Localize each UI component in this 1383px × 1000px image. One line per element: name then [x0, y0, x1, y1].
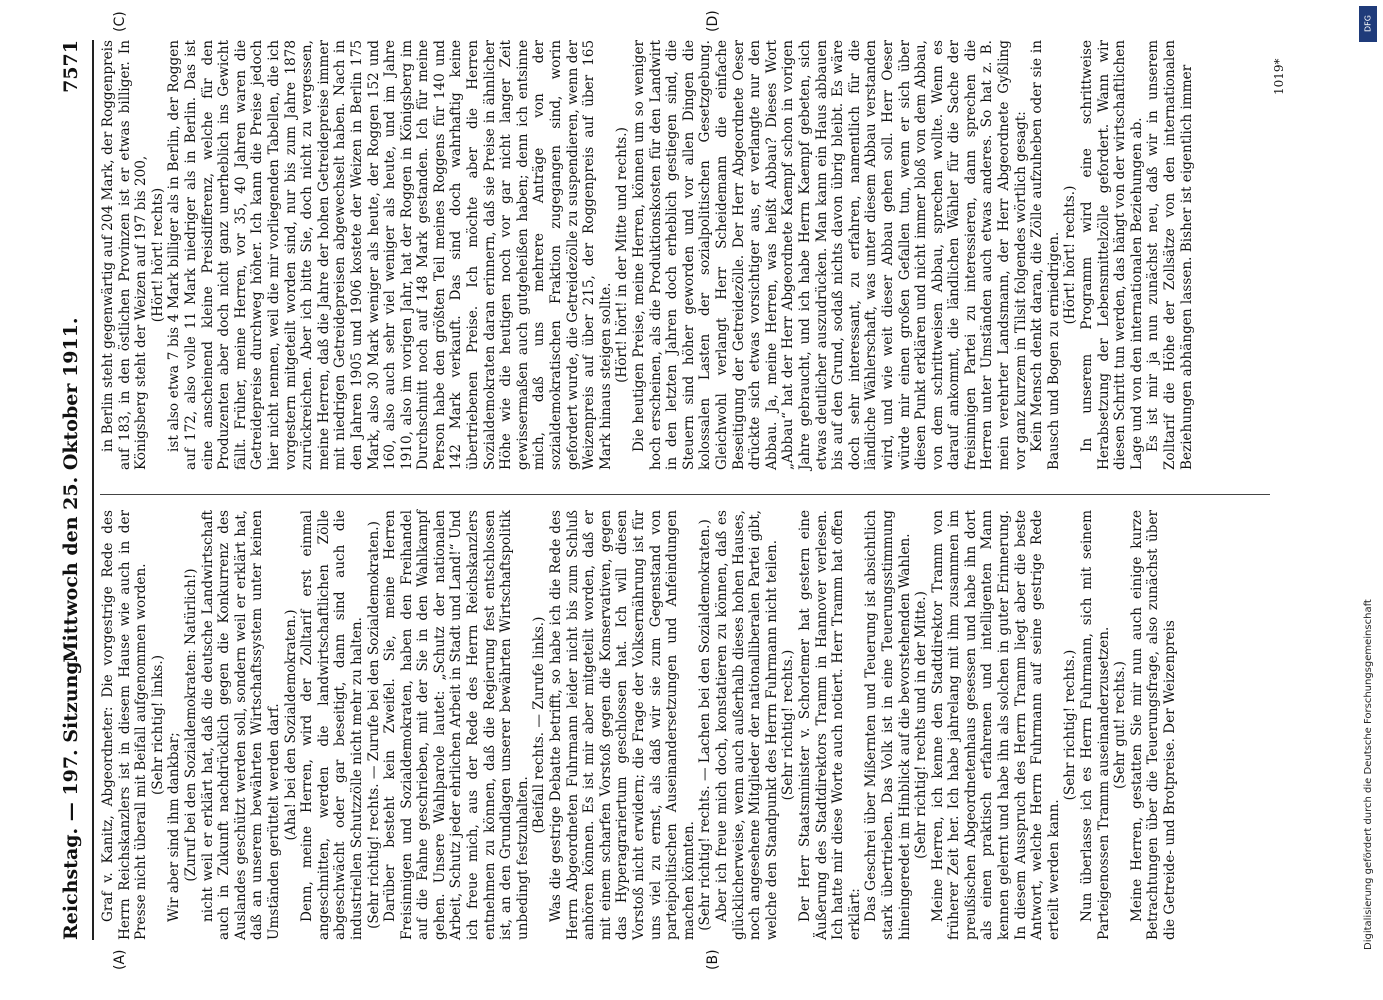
margin-marker-d: (D): [705, 10, 721, 32]
header-rule: [92, 40, 94, 940]
paragraph: (Zuruf bei den Sozialdemokraten: Natürlich!): [182, 568, 199, 882]
text-column-left: [100, 510, 1179, 940]
paragraph: Meine Herren, gestatten Sie mir nun auch einige kurze Betrachtungen über die Teuerungsfrage, also zunächst über die Getreide- und Brotpreise. Der Weizenpreis: [1128, 510, 1178, 940]
paragraph: Das Geschrei über Mißernten und Teuerung ist absichtlich stark übertrieben. Das Volk ist in eine Teuerungsstimmung hineingeredet im Hinblick auf die bevorstehenden Wahlen.: [863, 510, 913, 940]
paragraph: (Hört! hört! rechts.): [1062, 185, 1079, 325]
header-session: Reichstag. — 197. Sitzung.: [60, 654, 82, 940]
paragraph: Die heutigen Preise, meine Herren, können um so weniger hoch erscheinen, als die Produktionskosten für den Landwirt in den letzten Jahren doch erheblich gestiegen sind, die Steuern sind höher geworden und vor allen Dingen die kolossalen Lasten der sozialpolitischen Gesetzgebung. Gleichwohl verlangt Herr Scheidemann die einfache Beseitigung der Getreidezölle. Der Herr Abgeordnete Oeser drückte sich etwas vorsichtiger aus, er verlangte nur den Abbau. Ja, meine Herren, was heißt Abbau? Dieses Wort „Abbau“ hat der Herr Abgeordnete Kaempf schon in vorigen Jahre gebraucht, und ich habe Herrn Kaempf gebeten, sich etwas deutlicher auszudrücken. Man kann ein Haus abbauen bis auf den Grund, sodaß nichts davon übrig bleibt. Es wäre doch sehr interessant, zu erfahren, namentlich für die ländliche Wählerschaft, was unter diesem Abbau verstanden wird, und wie weit dieser Abbau gehen soll. Herr Oeser würde mir einen großen Gefallen tun, wenn er sich über diesen Punkt erklären und nicht immer bloß von dem Abbau, von dem schrittweisen Abbau, sprechen wollte. Wenn es darauf ankommt, die ländlichen Wähler für die Sache der freisinnigen Partei zu interessieren, dann sprechen die Herren unter Umständen auch etwas anderes. So hat z. B. mein verehrter Landsmann, der Herr Abgeordnete Gyßling vor ganz kurzem in Tilsit folgendes wörtlich gesagt:: [631, 40, 1029, 470]
paragraph: nicht weil er erklärt hat, daß die deutsche Landwirtschaft auch in Zukunft nachdrücklich gegen die Konkurrenz des Auslandes geschützt werden soll, sondern weil er erklärt hat, daß an unserem bewährten Wirtschaftssystem unter keinen Umständen gerüttelt werden darf.: [199, 510, 282, 940]
paragraph: Was die gestrige Debatte betrifft, so habe ich die Rede des Herrn Abgeordneten Fuhrmann leider nicht bis zum Schluß anhören können. Es ist mir aber mitgeteilt worden, daß er mit einem scharfen Vorstoß gegen die Konservativen, gegen das Hyperagrariertum geschlossen hat. Ich will diesen Vorstoß nicht erwidern; die Frage der Volksernährung ist für uns viel zu ernst, als daß wir sie zum Gegenstand von parteipolitischen Auseinandersetzungen und Anfeindungen machen könnten.: [548, 510, 697, 940]
paragraph: Meine Herren, ich kenne den Stadtdirektor Tramm von früherer Zeit her. Ich habe jahrelang mit ihm zusammen im preußischen Abgeordnetenhaus gesessen und habe ihn dort als einen praktisch erfahrenen und intelligenten Mann kennen gelernt und habe ihn als solchen in guter Erinnerung. In diesem Ausspruch des Herrn Tramm liegt aber die beste Antwort, welche Herrn Fuhrmann auf seine gestrige Rede erteilt werden kann.: [929, 510, 1062, 940]
paragraph: Darüber besteht kein Zweifel. Sie, meine Herren Freisinnigen und Sozialdemokraten, haben den Freihandel auf die Fahne geschrieben, mit der Sie in den Wahlkampf gehen. Unsere Wahlparole lautet: „Schutz der nationalen Arbeit, Schutz jeder ehrlichen Arbeit in Stadt und Land!“ Und ich freue mich, aus der Rede des Herrn Reichskanzlers entnehmen zu können, daß die Regierung fest entschlossen ist, an den Grundlagen unserer bewährten Wirtschaftspolitik unbedingt festzuhalten.: [382, 510, 531, 940]
paragraph: Graf v. Kanitz, Abgeordneter: Die vorgestrige Rede des Herrn Reichskanzlers ist in diesem Hause wie auch in der Presse nicht überall mit Beifall aufgenommen worden.: [100, 510, 150, 940]
margin-marker-c: (C): [112, 11, 128, 32]
paragraph: Nun überlasse ich es Herrn Fuhrmann, sich mit seinem Parteigenossen Tramm auseinanderzusetzen.: [1079, 510, 1112, 940]
column-rule: [100, 494, 1270, 495]
header-date: Mittwoch den 25. Oktober 1911.: [60, 317, 82, 663]
digitization-credit: Digitalisierung gefördert durch die Deutsche Forschungsgemeinschaft: [1363, 599, 1374, 950]
dfg-logo: DFG: [1359, 6, 1377, 42]
paragraph: (Sehr richtig! rechts. — Lachen bei den Sozialdemokraten.): [697, 519, 714, 931]
paragraph: (Sehr gut! rechts.): [1112, 661, 1129, 789]
paragraph: (Sehr richtig! rechts.): [1062, 649, 1079, 801]
margin-marker-b: (B): [705, 949, 721, 970]
paragraph: in Berlin steht gegenwärtig auf 204 Mark, der Roggenpreis auf 183, in den östlichen Provinzen ist er etwas billiger. In Königsberg steht der Weizen auf 197 bis 200,: [100, 40, 150, 470]
header-page-number: 7571: [60, 40, 82, 93]
text-column-right: [100, 40, 1195, 470]
page-header: [52, 40, 92, 940]
paragraph: (Sehr richtig! links.): [149, 654, 166, 796]
paragraph: Wir aber sind ihm dankbar;: [166, 732, 183, 922]
paragraph: Aber ich freue mich doch, konstatieren zu können, daß es glücklicherweise, wenn auch außerhalb dieses hohen Hauses, noch angesehene Mitglieder der nationalliberalen Partei gibt, welche den Standpunkt des Herrn Fuhrmann nicht teilen.: [713, 510, 780, 940]
paragraph: (Sehr richtig! rechts.): [780, 649, 797, 801]
paragraph: (Aha! bei den Sozialdemokraten.): [282, 609, 299, 841]
paragraph: Es ist mir ja nun zunächst neu, daß wir in unserem Zolltarif die Höhe der Zollsätze von den internationalen Beziehungen abhängen lassen. Bisher ist eigentlich immer: [1145, 40, 1195, 470]
paragraph: (Beifall rechts. — Zurufe links.): [531, 616, 548, 834]
paragraph: Denn, meine Herren, wird der Zolltarif erst einmal angeschnitten, werden die landwirtschaftlichen Zölle abgeschwächt oder gar beseitigt, dann sind auch die industriellen Schutzzölle nicht mehr zu halten.: [299, 510, 365, 940]
paragraph: In unserem Programm wird eine schrittweise Herabsetzung der Lebensmittelzölle gefordert. Wann wir diesen Schritt tun werden, das hängt von der wirtschaftlichen Lage und von den internationalen Beziehungen ab.: [1079, 40, 1145, 470]
paragraph: (Hört! hört! in der Mitte und rechts.): [614, 127, 631, 383]
paragraph: (Sehr richtig! rechts. — Zurufe bei den Sozialdemokraten.): [365, 521, 382, 929]
paragraph: Der Herr Staatsminister v. Schorlemer hat gestern eine Äußerung des Stadtdirektors Tramm in Hannover verlesen. Ich hatte mir diese Worte auch notiert. Herr Tramm hat offen erklärt:: [796, 510, 863, 940]
paragraph: (Hört! hört! rechts): [149, 187, 166, 323]
page-reference: 1019*: [1272, 58, 1286, 95]
margin-marker-a: (A): [112, 949, 128, 970]
paragraph: ist also etwa 7 bis 4 Mark billiger als in Berlin, der Roggen auf 172, also volle 11 Mark niedriger als in Berlin. Das ist eine anscheinend kleine Preisdifferenz, welche für den Produzenten aber doch nicht ganz unerheblich ins Gewicht fällt. Früher, meine Herren, vor 35, 40 Jahren waren die Getreidepreise durchweg höher. Ich kann die Preise jedoch hier nicht nennen, weil die mir vorliegenden Tabellen, die ich vorgestern mitgeteilt worden sind, nur bis zum Jahre 1878 zurückreichen. Aber ich bitte Sie, doch nicht zu vergessen, meine Herren, daß die Jahre der hohen Getreidepreise immer mit niedrigen Getreidepreisen abgewechselt haben. Nach in den Jahren 1905 und 1906 kostete der Weizen in Berlin 175 Mark, also 30 Mark weniger als heute, der Roggen 152 und 160, also auch sehr viel weniger als heute, und im Jahre 1910, also im vorigen Jahr, hat der Roggen in Königsberg im Durchschnitt noch auf 148 Mark gestanden. Ich für meine Person habe den größten Teil meines Roggens für 140 und 142 Mark verkauft. Das sind doch wahrhaftig keine übertriebenen Preise. Ich möchte aber die Herren Sozialdemokraten daran erinnern, daß sie Preise in ähnlicher Höhe wie die heutigen noch vor gar nicht langer Zeit gewissermaßen auch gutgeheißen haben; denn ich entsinne mich, daß uns mehrere Anträge von der sozialdemokratischen Fraktion zugegangen sind, worin gefordert wurde, die Getreidezölle zu suspendieren, wenn der Weizenpreis auf über 215, der Roggenpreis auf über 165 Mark hinaus steigen sollte.: [166, 40, 614, 470]
paragraph: (Sehr richtig! rechts und in der Mitte.): [913, 591, 930, 859]
paragraph: Kein Mensch denkt daran, die Zölle aufzuheben oder sie in Bausch und Bogen zu erniedrigen.: [1029, 40, 1062, 470]
